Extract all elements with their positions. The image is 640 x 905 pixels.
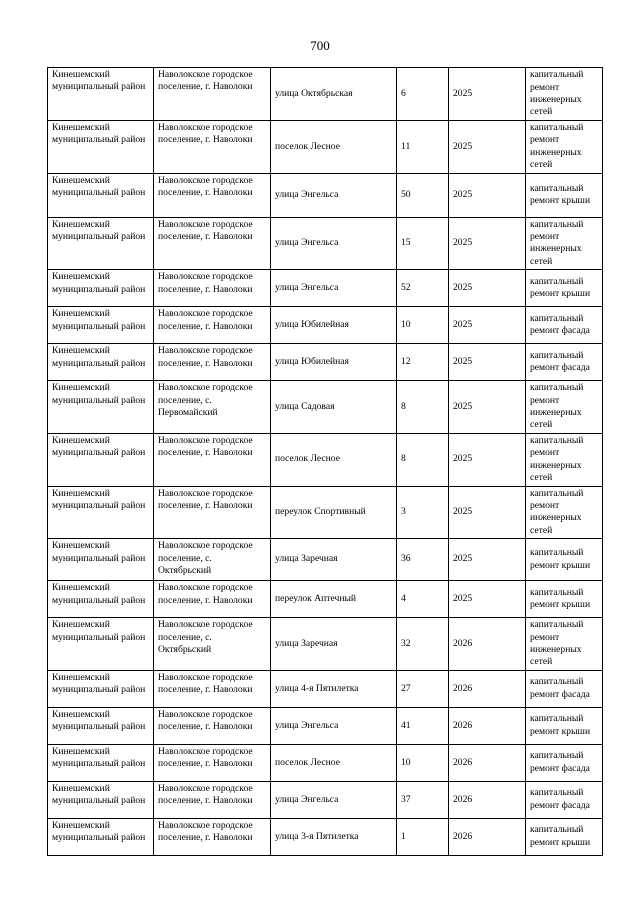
house-number-cell: 6: [397, 68, 449, 121]
house-number-cell: 8: [397, 433, 449, 486]
work-type-cell: капитальный ремонт крыши: [526, 581, 603, 618]
street-cell: улица Энгельса: [271, 270, 397, 307]
work-type-cell: капитальный ремонт инженерных сетей: [526, 217, 603, 270]
street-cell: улица Садовая: [271, 381, 397, 434]
table-row: [48, 486, 603, 539]
street-cell: улица Октябрьская: [271, 68, 397, 121]
table-row: [48, 581, 603, 618]
work-type-cell: капитальный ремонт фасада: [526, 344, 603, 381]
settlement-cell: Наволокское городское поселение, г. Наволоки: [154, 173, 271, 217]
settlement-cell: Наволокское городское поселение, г. Наволоки: [154, 744, 271, 781]
district-cell: Кинешемский муниципальный район: [48, 486, 154, 539]
settlement-cell: Наволокское городское поселение, г. Наволоки: [154, 581, 271, 618]
table-row: [48, 270, 603, 307]
house-number-cell: 36: [397, 539, 449, 581]
settlement-cell: Наволокское городское поселение, г. Наволоки: [154, 670, 271, 707]
street-cell: поселок Лесное: [271, 433, 397, 486]
district-cell: Кинешемский муниципальный район: [48, 670, 154, 707]
district-cell: Кинешемский муниципальный район: [48, 818, 154, 855]
year-cell: 2025: [449, 68, 526, 121]
year-cell: 2025: [449, 539, 526, 581]
housing-repair-table: [47, 67, 603, 856]
year-cell: 2026: [449, 618, 526, 671]
house-number-cell: 3: [397, 486, 449, 539]
house-number-cell: 1: [397, 818, 449, 855]
table-row: [48, 68, 603, 121]
year-cell: 2026: [449, 707, 526, 744]
street-cell: улица Заречная: [271, 618, 397, 671]
house-number-cell: 10: [397, 744, 449, 781]
work-type-cell: капитальный ремонт инженерных сетей: [526, 618, 603, 671]
house-number-cell: 15: [397, 217, 449, 270]
table-row: [48, 217, 603, 270]
settlement-cell: Наволокское городское поселение, г. Наволоки: [154, 121, 271, 174]
year-cell: 2026: [449, 781, 526, 818]
district-cell: Кинешемский муниципальный район: [48, 581, 154, 618]
settlement-cell: Наволокское городское поселение, с. Октябрьский: [154, 618, 271, 671]
street-cell: улица Юбилейная: [271, 344, 397, 381]
house-number-cell: 4: [397, 581, 449, 618]
district-cell: Кинешемский муниципальный район: [48, 121, 154, 174]
street-cell: улица 3-я Пятилетка: [271, 818, 397, 855]
year-cell: 2025: [449, 270, 526, 307]
settlement-cell: Наволокское городское поселение, г. Наволоки: [154, 707, 271, 744]
district-cell: Кинешемский муниципальный район: [48, 539, 154, 581]
year-cell: 2025: [449, 486, 526, 539]
table-row: [48, 121, 603, 174]
street-cell: улица Энгельса: [271, 707, 397, 744]
table-row: [48, 744, 603, 781]
street-cell: улица Энгельса: [271, 217, 397, 270]
house-number-cell: 52: [397, 270, 449, 307]
house-number-cell: 37: [397, 781, 449, 818]
settlement-cell: Наволокское городское поселение, г. Наволоки: [154, 781, 271, 818]
house-number-cell: 11: [397, 121, 449, 174]
year-cell: 2026: [449, 670, 526, 707]
street-cell: переулок Аптечный: [271, 581, 397, 618]
street-cell: улица Юбилейная: [271, 307, 397, 344]
year-cell: 2025: [449, 581, 526, 618]
work-type-cell: капитальный ремонт крыши: [526, 707, 603, 744]
year-cell: 2025: [449, 173, 526, 217]
settlement-cell: Наволокское городское поселение, г. Наволоки: [154, 68, 271, 121]
year-cell: 2025: [449, 121, 526, 174]
house-number-cell: 27: [397, 670, 449, 707]
district-cell: Кинешемский муниципальный район: [48, 173, 154, 217]
district-cell: Кинешемский муниципальный район: [48, 344, 154, 381]
district-cell: Кинешемский муниципальный район: [48, 68, 154, 121]
street-cell: поселок Лесное: [271, 744, 397, 781]
district-cell: Кинешемский муниципальный район: [48, 781, 154, 818]
table-row: [48, 381, 603, 434]
district-cell: Кинешемский муниципальный район: [48, 433, 154, 486]
settlement-cell: Наволокское городское поселение, г. Наволоки: [154, 433, 271, 486]
street-cell: улица Энгельса: [271, 781, 397, 818]
table-row: [48, 707, 603, 744]
table-row: [48, 618, 603, 671]
work-type-cell: капитальный ремонт крыши: [526, 270, 603, 307]
settlement-cell: Наволокское городское поселение, с. Октябрьский: [154, 539, 271, 581]
settlement-cell: Наволокское городское поселение, г. Наволоки: [154, 344, 271, 381]
work-type-cell: капитальный ремонт инженерных сетей: [526, 486, 603, 539]
district-cell: Кинешемский муниципальный район: [48, 744, 154, 781]
year-cell: 2025: [449, 307, 526, 344]
settlement-cell: Наволокское городское поселение, г. Наволоки: [154, 818, 271, 855]
street-cell: улица Энгельса: [271, 173, 397, 217]
street-cell: улица Заречная: [271, 539, 397, 581]
settlement-cell: Наволокское городское поселение, г. Наволоки: [154, 217, 271, 270]
work-type-cell: капитальный ремонт крыши: [526, 818, 603, 855]
year-cell: 2026: [449, 744, 526, 781]
table-row: [48, 344, 603, 381]
work-type-cell: капитальный ремонт крыши: [526, 173, 603, 217]
table-row: [48, 433, 603, 486]
work-type-cell: капитальный ремонт инженерных сетей: [526, 381, 603, 434]
district-cell: Кинешемский муниципальный район: [48, 217, 154, 270]
table-row: [48, 818, 603, 855]
work-type-cell: капитальный ремонт инженерных сетей: [526, 68, 603, 121]
house-number-cell: 10: [397, 307, 449, 344]
year-cell: 2025: [449, 217, 526, 270]
year-cell: 2025: [449, 381, 526, 434]
year-cell: 2026: [449, 818, 526, 855]
table-row: [48, 173, 603, 217]
work-type-cell: капитальный ремонт инженерных сетей: [526, 433, 603, 486]
year-cell: 2025: [449, 344, 526, 381]
work-type-cell: капитальный ремонт фасада: [526, 781, 603, 818]
work-type-cell: капитальный ремонт фасада: [526, 744, 603, 781]
house-number-cell: 32: [397, 618, 449, 671]
table-row: [48, 539, 603, 581]
settlement-cell: Наволокское городское поселение, г. Наволоки: [154, 486, 271, 539]
house-number-cell: 41: [397, 707, 449, 744]
work-type-cell: капитальный ремонт фасада: [526, 670, 603, 707]
street-cell: поселок Лесное: [271, 121, 397, 174]
settlement-cell: Наволокское городское поселение, г. Наволоки: [154, 307, 271, 344]
district-cell: Кинешемский муниципальный район: [48, 707, 154, 744]
district-cell: Кинешемский муниципальный район: [48, 381, 154, 434]
settlement-cell: Наволокское городское поселение, с. Первомайский: [154, 381, 271, 434]
table-row: [48, 670, 603, 707]
district-cell: Кинешемский муниципальный район: [48, 307, 154, 344]
district-cell: Кинешемский муниципальный район: [48, 270, 154, 307]
district-cell: Кинешемский муниципальный район: [48, 618, 154, 671]
page-number: 700: [310, 38, 330, 53]
house-number-cell: 8: [397, 381, 449, 434]
street-cell: улица 4-я Пятилетка: [271, 670, 397, 707]
work-type-cell: капитальный ремонт фасада: [526, 307, 603, 344]
table-row: [48, 307, 603, 344]
table-row: [48, 781, 603, 818]
street-cell: переулок Спортивный: [271, 486, 397, 539]
year-cell: 2025: [449, 433, 526, 486]
house-number-cell: 50: [397, 173, 449, 217]
work-type-cell: капитальный ремонт крыши: [526, 539, 603, 581]
work-type-cell: капитальный ремонт инженерных сетей: [526, 121, 603, 174]
settlement-cell: Наволокское городское поселение, г. Наволоки: [154, 270, 271, 307]
house-number-cell: 12: [397, 344, 449, 381]
